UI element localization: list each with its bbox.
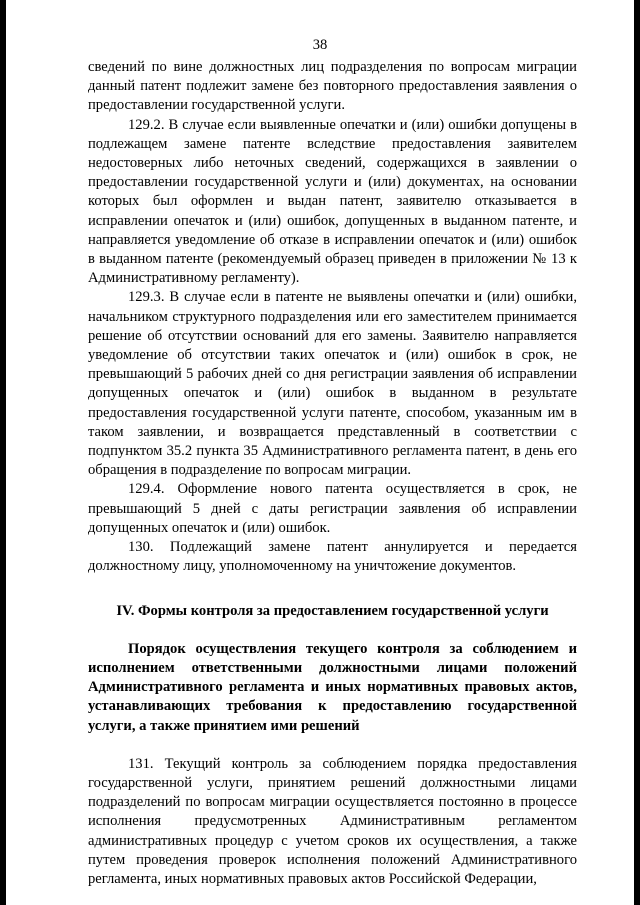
paragraph-129-2: 129.2. В случае если выявленные опечатки и (или) ошибки допущены в подлежащем замене патенте вследствие предоставления заявителем недостоверных либо неточных сведений, содержащихся в заявлении о предоставлении государственной услуги и (или) документах, на основании которых был оформлен и выдан патент, заявителю отказывается в исправлении опечаток и (или) ошибок, допущенных в выданном патенте, и направляется уведомление об отказе в исправлении опечаток и (или) ошибок в выданном патенте (рекомендуемый образец приведен в приложении № 13 к Административному регламенту). xyxy=(88,116,577,287)
paragraph-129-3: 129.3. В случае если в патенте не выявлены опечатки и (или) ошибки, начальником структурного подразделения или его заместителем принимается решение об отсутствии оснований для его замены. Заявителю направляется уведомление об отсутствии таких опечаток и (или) ошибок в срок, не превышающий 5 рабочих дней со дня регистрации заявления об исправлении допущенных опечаток и (или) ошибок в выданном в результате предоставления государственной услуги патенте, способом, указанным им в таком заявлении, и возвращается представленный в соответствии с подпунктом 35.2 пункта 35 Административного регламента патент, в день его обращения в подразделение по вопросам миграции. xyxy=(88,289,577,479)
paragraph-131: 131. Текущий контроль за соблюдением порядка предоставления государственной услуги, принятием решений должностными лицами подразделений по вопросам миграции осуществляется постоянно в процессе исполнения предусмотренных Административным регламентом административных процедур с учетом сроков их осуществления, а также путем проведения проверок исполнения положений Административного регламента, иных нормативных правовых актов Российской Федерации, xyxy=(88,755,577,887)
page-number: 38 xyxy=(312,37,328,53)
paragraph-continuation: сведений по вине должностных лиц подразделения по вопросам миграции данный патент подлежит замене без повторного предоставления заявления о предоставлении государственной услуги. xyxy=(88,59,577,114)
scan-left-edge xyxy=(0,0,6,905)
section-heading: IV. Формы контроля за предоставлением государственной услуги xyxy=(116,603,549,620)
document-body xyxy=(88,58,577,889)
paragraph-130: 130. Подлежащий замене патент аннулируется и передается должностному лицу, уполномоченному на уничтожение документов. xyxy=(88,539,577,575)
subsection-heading: Порядок осуществления текущего контроля за соблюдением и исполнением ответственными должностными лицами положений Административного регламента и иных нормативных правовых актов, устанавливающих требования к предоставлению государственной услуги, а также принятием ими решений xyxy=(88,640,577,734)
paragraph-129-4: 129.4. Оформление нового патента осуществляется в срок, не превышающий 5 дней с даты регистрации заявления об исправлении допущенных опечаток и (или) ошибок. xyxy=(88,481,577,536)
scan-right-edge xyxy=(634,0,640,905)
